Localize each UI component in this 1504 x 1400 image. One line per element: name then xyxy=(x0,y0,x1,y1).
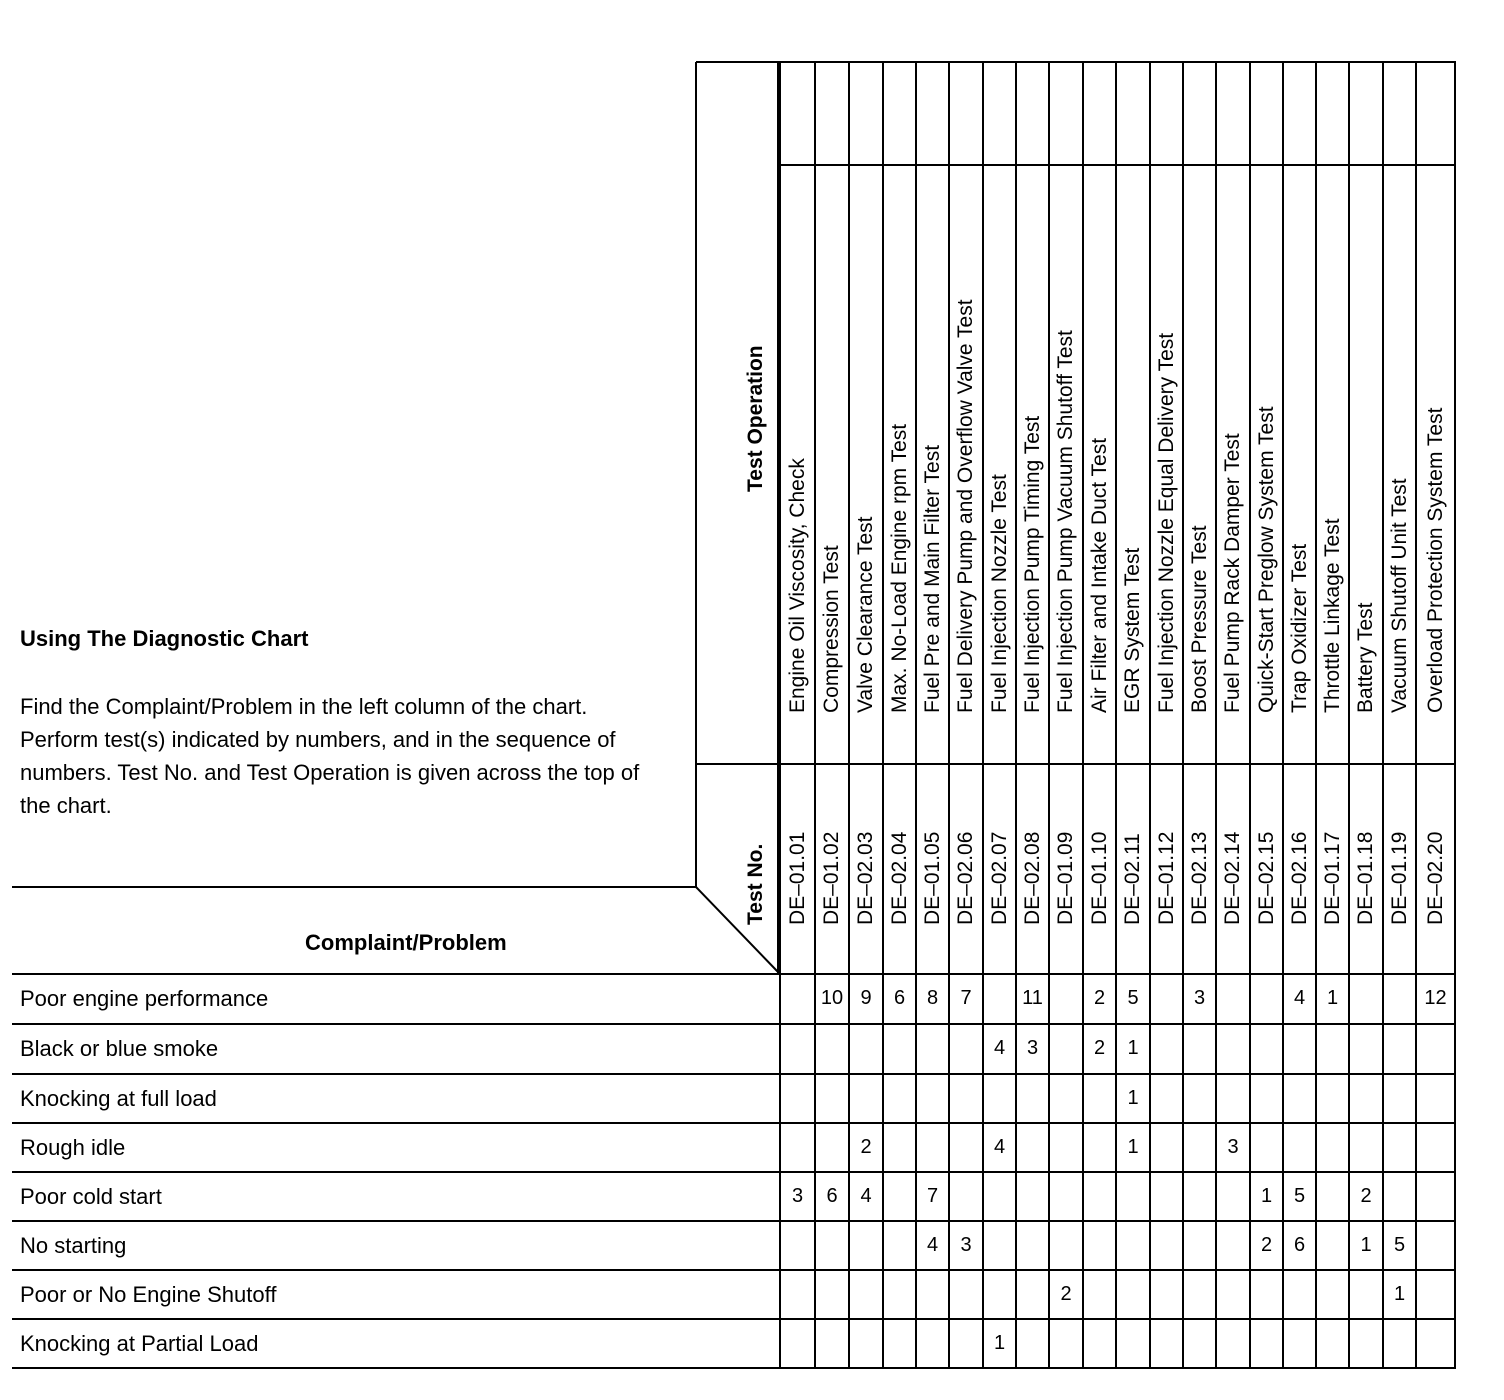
test-operation-label: Trap Oxidizer Test xyxy=(1287,543,1311,713)
test-operation-label: Throttle Linkage Test xyxy=(1320,518,1344,713)
sequence-cell: 1 xyxy=(993,1332,1006,1354)
test-operation-label: Fuel Delivery Pump and Overflow Valve Test xyxy=(954,299,977,713)
test-number-label: DE–01.18 xyxy=(1354,831,1377,925)
sequence-cell: 2 xyxy=(1260,1234,1273,1256)
sequence-cell: 3 xyxy=(1193,987,1206,1009)
sequence-cell: 3 xyxy=(960,1234,972,1256)
test-number-label: DE–01.05 xyxy=(920,831,944,925)
sequence-cell: 5 xyxy=(1127,987,1139,1009)
sequence-cell: 1 xyxy=(1393,1283,1406,1305)
sequence-cell: 1 xyxy=(1260,1185,1273,1207)
test-number-label: DE–02.14 xyxy=(1221,831,1244,925)
grid-line xyxy=(778,164,1456,166)
test-operation-label: Vacuum Shutoff Unit Test xyxy=(1387,478,1411,713)
sequence-cell: 12 xyxy=(1424,987,1447,1009)
sequence-cell: 4 xyxy=(993,1136,1006,1158)
test-number-label: DE–01.17 xyxy=(1320,831,1344,925)
grid-line xyxy=(696,763,1456,765)
test-operation-label: Fuel Injection Nozzle Test xyxy=(987,474,1011,713)
test-number-label: DE–01.01 xyxy=(785,831,809,925)
sequence-cell: 1 xyxy=(1326,987,1339,1009)
sequence-cell: 1 xyxy=(1127,1136,1139,1158)
test-number-label: DE–02.15 xyxy=(1254,831,1278,925)
sequence-cell: 2 xyxy=(1360,1185,1372,1207)
test-number-label: DE–02.11 xyxy=(1121,833,1144,925)
test-operation-label: EGR System Test xyxy=(1121,547,1144,713)
sequence-cell: 4 xyxy=(1293,987,1306,1009)
complaint-label: Knocking at full load xyxy=(20,1086,217,1111)
test-operation-header: Test Operation xyxy=(744,345,767,492)
test-operation-label: Fuel Pre and Main Filter Test xyxy=(920,444,944,713)
grid-line xyxy=(12,1220,1456,1222)
sequence-cell: 8 xyxy=(926,987,939,1009)
sequence-cell: 5 xyxy=(1293,1185,1306,1207)
sequence-cell: 1 xyxy=(1127,1037,1139,1059)
sequence-cell: 6 xyxy=(826,1185,838,1207)
test-number-label: DE–02.07 xyxy=(987,831,1011,925)
complaint-label: No starting xyxy=(20,1233,127,1258)
complaint-label: Poor engine performance xyxy=(20,986,269,1011)
complaint-label: Rough idle xyxy=(20,1135,126,1160)
test-number-label: DE–01.19 xyxy=(1387,831,1411,925)
test-no-header: Test No. xyxy=(744,843,767,925)
complaint-problem-header: Complaint/Problem xyxy=(305,930,507,955)
test-number-label: DE–01.10 xyxy=(1087,831,1111,925)
test-number-label: DE–02.16 xyxy=(1287,831,1311,925)
intro-title: Using The Diagnostic Chart xyxy=(20,626,309,651)
grid-line xyxy=(695,62,697,888)
test-number-label: DE–02.04 xyxy=(887,831,911,925)
test-operation-label: Quick-Start Preglow System Test xyxy=(1254,406,1278,713)
sequence-cell: 6 xyxy=(1293,1234,1306,1256)
test-operation-label: Max. No-Load Engine rpm Test xyxy=(887,423,911,713)
test-operation-label: Fuel Injection Pump Timing Test xyxy=(1020,415,1044,713)
sequence-cell: 9 xyxy=(860,987,872,1009)
test-operation-label: Compression Test xyxy=(820,545,843,713)
sequence-cell: 5 xyxy=(1393,1234,1406,1256)
test-number-label: DE–01.02 xyxy=(820,831,843,925)
test-number-label: DE–02.08 xyxy=(1020,831,1044,925)
sequence-cell: 3 xyxy=(1026,1037,1039,1059)
sequence-cell: 2 xyxy=(1093,1037,1106,1059)
test-number-label: DE–01.12 xyxy=(1154,831,1178,925)
sequence-cell: 2 xyxy=(1093,987,1106,1009)
sequence-cell: 6 xyxy=(893,987,906,1009)
test-operation-label: Fuel Injection Nozzle Equal Delivery Test xyxy=(1154,332,1178,713)
test-operation-label: Battery Test xyxy=(1354,602,1377,713)
sequence-cell: 7 xyxy=(960,987,972,1009)
grid-line xyxy=(12,1023,1456,1025)
grid-line xyxy=(12,886,696,888)
test-number-label: DE–02.13 xyxy=(1187,831,1211,925)
sequence-cell: 4 xyxy=(926,1234,939,1256)
test-number-label: DE–02.03 xyxy=(854,831,877,925)
complaint-label: Poor or No Engine Shutoff xyxy=(20,1282,277,1307)
sequence-cell: 3 xyxy=(791,1185,804,1207)
grid-line xyxy=(12,1073,1456,1075)
test-number-label: DE–01.09 xyxy=(1054,831,1077,925)
sequence-cell: 10 xyxy=(820,987,844,1009)
sequence-cell: 3 xyxy=(1227,1136,1239,1158)
test-operation-label: Fuel Injection Pump Vacuum Shutoff Test xyxy=(1054,330,1077,713)
test-operation-label: Engine Oil Viscosity, Check xyxy=(785,458,809,713)
sequence-cell: 1 xyxy=(1360,1234,1372,1256)
test-operation-label: Boost Pressure Test xyxy=(1187,525,1211,713)
test-operation-label: Valve Clearance Test xyxy=(854,516,877,713)
sequence-cell: 2 xyxy=(1060,1283,1072,1305)
grid-line xyxy=(696,61,1456,63)
test-number-label: DE–02.06 xyxy=(954,831,977,925)
test-operation-label: Fuel Pump Rack Damper Test xyxy=(1221,433,1244,713)
test-operation-label: Overload Protection System Test xyxy=(1423,407,1447,713)
sequence-cell: 7 xyxy=(926,1185,939,1207)
sequence-cell: 4 xyxy=(993,1037,1006,1059)
sequence-cell: 4 xyxy=(860,1185,872,1207)
sequence-cell: 2 xyxy=(860,1136,872,1158)
sequence-cell: 11 xyxy=(1022,987,1043,1009)
sequence-cell: 1 xyxy=(1127,1087,1139,1109)
complaint-label: Knocking at Partial Load xyxy=(20,1331,259,1356)
complaint-label: Black or blue smoke xyxy=(20,1036,219,1061)
test-operation-label: Air Filter and Intake Duct Test xyxy=(1087,437,1111,713)
intro-text: Find the Complaint/Problem in the left column of the chart. Perform test(s) indicated by numbers, and in the sequence of numbers. Test No. and Test Operation is given across the top of the chart. xyxy=(20,694,640,818)
complaint-label: Poor cold start xyxy=(20,1184,162,1209)
test-number-label: DE–02.20 xyxy=(1423,831,1447,925)
